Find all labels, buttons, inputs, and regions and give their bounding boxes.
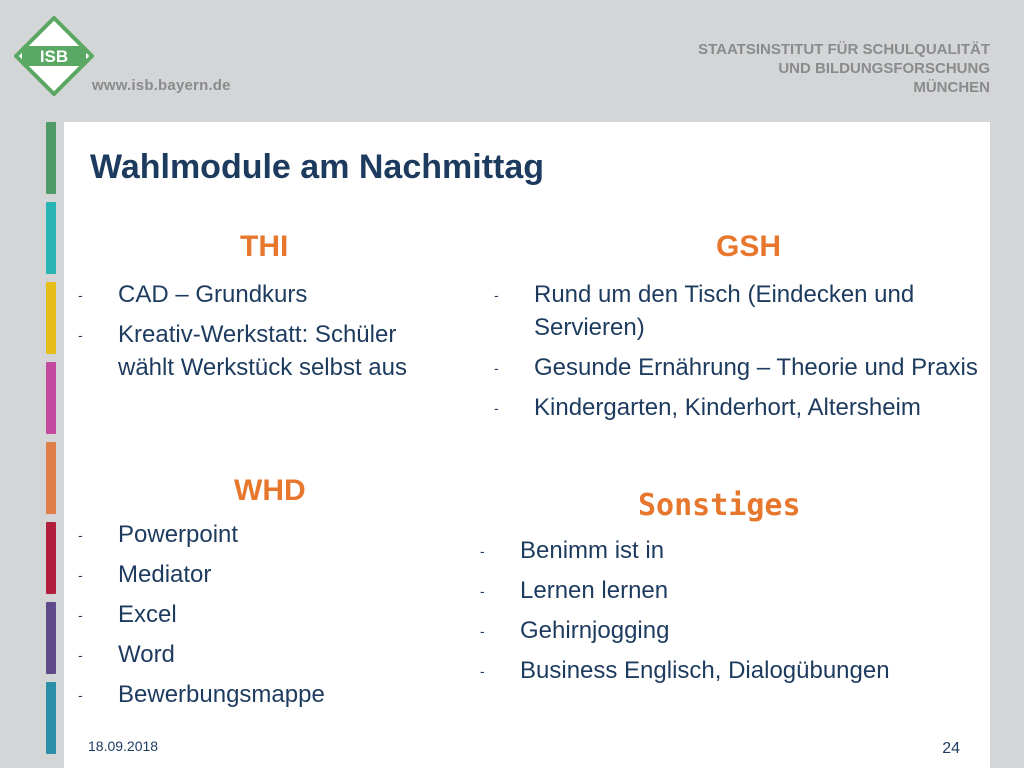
institute-line-3: MÜNCHEN <box>913 79 990 96</box>
section-heading-sonstiges: Sonstiges <box>638 488 801 523</box>
list-item: - Rund um den Tisch (Eindecken und Servieren) <box>494 281 915 341</box>
svg-text:ISB: ISB <box>39 47 69 66</box>
color-bar <box>46 602 56 674</box>
website-url[interactable]: www.isb.bayern.de <box>92 77 231 94</box>
section-heading-gsh: GSH <box>716 230 782 263</box>
slide-card <box>64 122 990 768</box>
list-item: - Benimm ist in <box>480 537 665 564</box>
list-item: - Bewerbungsmappe <box>78 681 325 708</box>
section-heading-thi: THI <box>240 230 289 263</box>
list-item: - Excel <box>78 601 177 628</box>
list-item: - Kreativ-Werkstatt: Schüler wählt Werkstück selbst aus <box>78 321 407 381</box>
color-bar <box>46 682 56 754</box>
color-bar <box>46 202 56 274</box>
list-item: - Powerpoint <box>78 521 239 548</box>
color-bar <box>46 522 56 594</box>
color-bar <box>46 442 56 514</box>
list-sonstiges <box>480 534 980 694</box>
institute-line-1: STAATSINSTITUT FÜR SCHULQUALITÄT <box>698 41 990 58</box>
list-item: - CAD – Grundkurs <box>78 281 308 308</box>
list-whd <box>78 518 458 718</box>
section-heading-whd: WHD <box>234 474 306 507</box>
isb-logo <box>14 16 94 96</box>
page-number: 24 <box>942 740 960 757</box>
list-gsh <box>494 278 988 431</box>
list-item: - Mediator <box>78 561 212 588</box>
list-item: - Kindergarten, Kinderhort, Altersheim <box>494 394 921 421</box>
list-item: - Word <box>78 641 175 668</box>
list-thi <box>78 278 458 391</box>
color-bar <box>46 282 56 354</box>
slide-title: Wahlmodule am Nachmittag <box>90 148 545 186</box>
footer-date: 18.09.2018 <box>88 738 159 754</box>
list-item: - Business Englisch, Dialogübungen <box>480 657 890 684</box>
list-item: - Gesunde Ernährung – Theorie und Praxis <box>494 354 978 381</box>
list-item: - Gehirnjogging <box>480 617 670 644</box>
color-bar <box>46 362 56 434</box>
color-bar <box>46 122 56 194</box>
list-item: - Lernen lernen <box>480 577 669 604</box>
color-bar-strip <box>46 122 56 762</box>
institute-line-2: UND BILDUNGSFORSCHUNG <box>778 60 990 77</box>
institute-name <box>698 40 990 97</box>
